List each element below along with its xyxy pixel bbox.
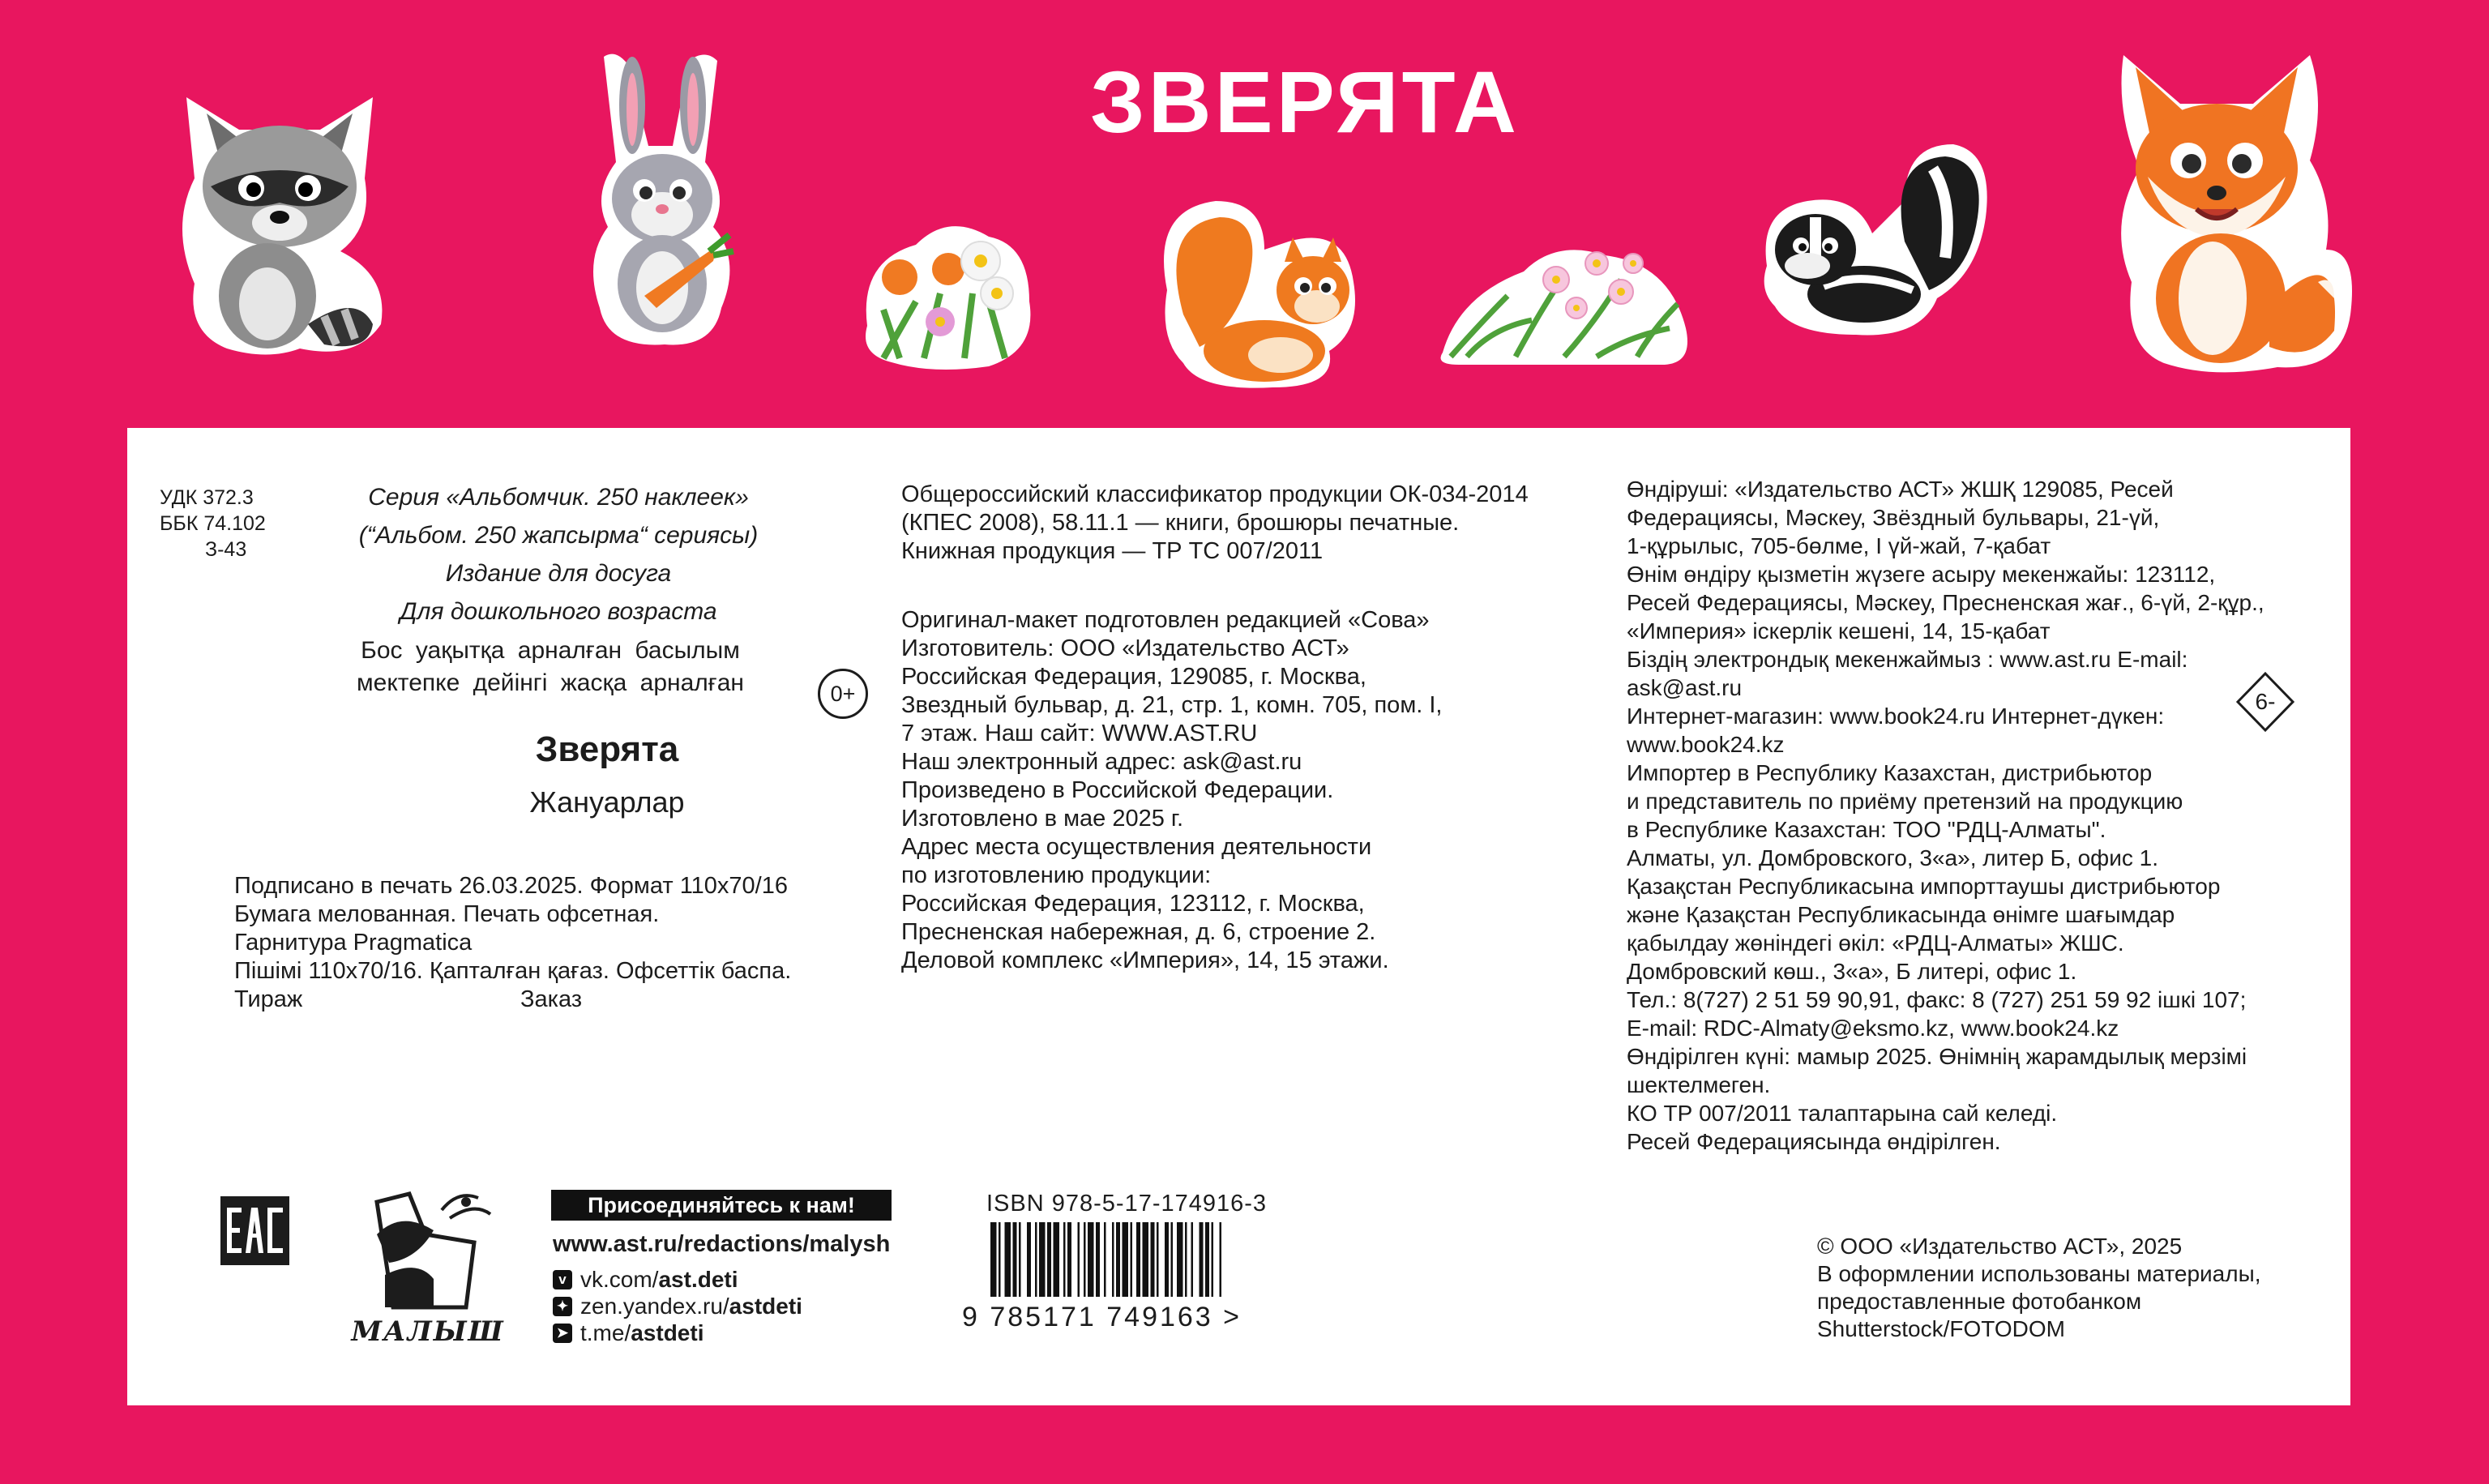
kz-line: Өндірілген күні: мамыр 2025. Өнімнің жарамдылық мерзімі	[1627, 1044, 2247, 1069]
print-date-line: Подписано в печать 26.03.2025. Формат 110х70/16	[234, 873, 789, 899]
udk-block	[160, 485, 266, 562]
barcode-bar	[1171, 1222, 1174, 1297]
copyright-line: Shutterstock/FOTODOM	[1817, 1316, 2065, 1341]
social-zen[interactable]	[553, 1293, 802, 1320]
social-vk-handle: ast.deti	[658, 1267, 738, 1292]
series-line: Серия «Альбомчик. 250 наклеек»	[368, 484, 749, 511]
manufacturer-line: Изготовитель: ООО «Издательство АСТ»	[901, 635, 1349, 661]
kz-line: шектелмеген.	[1627, 1072, 1771, 1097]
kz-line: Өнім өндіру қызметін жүзеге асыру мекенжайы: 123112,	[1627, 562, 2216, 587]
malysh-logo-icon	[344, 1186, 507, 1315]
format-kz-line: Пішімі 110х70/16. Қапталған қағаз. Офсеттік баспа.	[234, 958, 792, 984]
age-badge-6minus	[2235, 671, 2296, 733]
classifier-line-1: Общероссийский классификатор продукции ОК-034-2014	[901, 481, 1529, 507]
social-zen-prefix: zen.yandex.ru/	[580, 1294, 729, 1319]
copyright-line: В оформлении использованы материалы,	[1817, 1261, 2261, 1286]
barcode-bar	[1005, 1222, 1011, 1297]
kz-line: Алматы, ул. Домбровского, 3«а», литер Б, офис 1.	[1627, 845, 2158, 870]
malysh-logo	[344, 1186, 507, 1356]
barcode-bar	[1116, 1222, 1120, 1297]
barcode-bar	[1013, 1222, 1017, 1297]
kz-line: Федерациясы, Мәскеу, Звёздный бульвары, 21-үй,	[1627, 505, 2160, 530]
barcode-bar	[1220, 1222, 1222, 1297]
kaz-age-line: мектепке дейінгі жасқа арналған	[357, 669, 744, 696]
kz-line: 1-құрылыс, 705-бөлме, I үй-жай, 7-қабат	[1627, 533, 2051, 558]
barcode	[990, 1222, 1315, 1299]
zen-icon: ✦	[553, 1297, 572, 1316]
site-link[interactable]: www.ast.ru/redactions/malysh	[553, 1231, 891, 1257]
manufacturer-line: Оригинал-макет подготовлен редакцией «Сова»	[901, 607, 1430, 633]
vk-icon: v	[553, 1270, 572, 1289]
classifier-line-2: (КПЕС 2008), 58.11.1 — книги, брошюры печатные.	[901, 510, 1460, 536]
barcode-bar	[1067, 1222, 1071, 1297]
kz-line: КО ТР 007/2011 талаптарына сай келеді.	[1627, 1101, 2058, 1126]
manufacturer-block	[901, 606, 1442, 975]
barcode-bar	[1035, 1222, 1037, 1297]
social-telegram[interactable]	[553, 1319, 704, 1347]
barcode-bar	[1151, 1222, 1155, 1297]
manufacturer-line: Адрес места осуществления деятельности	[901, 834, 1372, 860]
barcode-bar	[1054, 1222, 1060, 1297]
manufacturer-line: Наш электронный адрес: ask@ast.ru	[901, 749, 1302, 775]
barcode-bar	[1191, 1222, 1194, 1297]
author-mark-line: З-43	[205, 538, 247, 561]
kz-line: қабылдау жөніндегі өкіл: «РДЦ-Алматы» ЖШС.	[1627, 930, 2124, 956]
paper-line: Бумага мелованная. Печать офсетная.	[234, 901, 660, 927]
manufacturer-line: Деловой комплекс «Империя», 14, 15 этажи.	[901, 947, 1389, 973]
kz-line: Интернет-магазин: www.book24.ru Интернет-дүкен:	[1627, 704, 2165, 729]
raccoon-sticker	[162, 81, 397, 365]
barcode-bar	[1131, 1222, 1133, 1297]
kz-line: және Қазақстан Республикасында өнімге шағымдар	[1627, 902, 2175, 927]
social-vk[interactable]	[553, 1266, 738, 1294]
age-badge-6minus-label: 6-	[2255, 689, 2276, 714]
barcode-bar	[1019, 1222, 1021, 1297]
copyright-line: предоставленные фотобанком	[1817, 1289, 2142, 1314]
social-telegram-handle: astdeti	[631, 1320, 704, 1345]
zakaz-label: Заказ	[520, 986, 583, 1012]
barcode-bar	[1157, 1222, 1159, 1297]
barcode-bar	[1112, 1222, 1114, 1297]
barcode-bar	[990, 1222, 997, 1297]
manufacturer-line: Произведено в Российской Федерации.	[901, 777, 1334, 803]
age-group-line: Для дошкольного возраста	[400, 598, 717, 625]
barcode-bar	[1078, 1222, 1080, 1297]
kz-line: www.book24.kz	[1627, 732, 1785, 757]
kz-line: Импортер в Республику Казахстан, дистрибьютор	[1627, 760, 2153, 785]
typeface-line: Гарнитура Pragmatica	[234, 930, 473, 956]
barcode-bar	[1205, 1222, 1209, 1297]
malysh-logo-text: МАЛЫШ	[351, 1315, 505, 1348]
eac-icon	[220, 1196, 289, 1265]
barcode-bar	[1104, 1222, 1106, 1297]
barcode-bar	[1143, 1222, 1149, 1297]
barcode-bar	[1177, 1222, 1183, 1297]
join-banner: Присоединяйтесь к нам!	[551, 1190, 892, 1221]
series-block	[340, 478, 777, 631]
flowers-sticker	[851, 212, 1037, 374]
social-zen-handle: astdeti	[729, 1294, 802, 1319]
barcode-bar	[1212, 1222, 1214, 1297]
barcode-bar	[1165, 1222, 1169, 1297]
kz-line: в Республике Казахстан: ТОО "РДЦ-Алматы".	[1627, 817, 2106, 842]
classifier-block	[901, 481, 1529, 566]
classifier-line-3: Книжная продукция — ТР ТС 007/2011	[901, 538, 1324, 564]
manufacturer-line: 7 этаж. Наш сайт: WWW.AST.RU	[901, 721, 1258, 746]
isbn-label: ISBN 978-5-17-174916-3	[986, 1191, 1268, 1217]
manufacturer-line: Российская Федерация, 123112, г. Москва,	[901, 891, 1365, 917]
squirrel-sticker	[1151, 193, 1362, 396]
copyright-block	[1817, 1233, 2261, 1343]
telegram-icon: ➤	[553, 1324, 572, 1343]
fox-sticker	[2091, 39, 2359, 379]
barcode-bar	[1136, 1222, 1140, 1297]
udk-line: УДК 372.3	[160, 486, 254, 509]
copyright-line: © ООО «Издательство АСТ», 2025	[1817, 1234, 2183, 1259]
kz-line: Біздің электрондық мекенжаймыз : www.ast.ru E-mail:	[1627, 647, 2188, 672]
social-telegram-prefix: t.me/	[580, 1320, 631, 1345]
kz-line: Қазақстан Республикасына импорттаушы дистрибьютор	[1627, 874, 2221, 899]
leisure-line: Издание для досуга	[445, 560, 672, 587]
page-title: ЗВЕРЯТА	[1090, 53, 1520, 151]
kz-line: E-mail: RDC-Almaty@eksmo.kz, www.book24.kz	[1627, 1016, 2119, 1041]
manufacturer-line: Российская Федерация, 129085, г. Москва,	[901, 664, 1366, 690]
kz-producer-block	[1627, 475, 2264, 1156]
barcode-bar	[1096, 1222, 1100, 1297]
manufacturer-line: по изготовлению продукции:	[901, 862, 1212, 888]
tirazh-label: Тираж	[234, 986, 303, 1012]
age-badge-0plus: 0+	[818, 669, 868, 719]
rabbit-sticker	[567, 49, 754, 357]
barcode-bar	[1185, 1222, 1187, 1297]
barcode-bar	[999, 1222, 1001, 1297]
barcode-digits: 9 785171 749163 >	[962, 1302, 1242, 1332]
info-panel	[127, 428, 2350, 1405]
eac-mark	[220, 1196, 289, 1265]
barcode-bar	[1123, 1222, 1129, 1297]
skunk-sticker	[1751, 136, 1994, 347]
kz-line: и представитель по приёму претензий на продукцию	[1627, 789, 2183, 814]
kz-line: Ресей Федерациясы, Мәскеу, Пресненская жағ., 6-үй, 2-құр.,	[1627, 590, 2264, 615]
barcode-bar	[1200, 1222, 1204, 1297]
grass-flowers-sticker	[1435, 231, 1694, 369]
barcode-bar	[1084, 1222, 1086, 1297]
series-kz-line: (“Альбом. 250 жапсырма“ сериясы)	[358, 522, 759, 549]
barcode-bar	[1047, 1222, 1051, 1297]
book-title: Зверята	[535, 729, 679, 769]
barcode-bar	[1088, 1222, 1094, 1297]
bbk-line: ББК 74.102	[160, 512, 266, 535]
kz-line: Ресей Федерациясында өндірілген.	[1627, 1129, 2001, 1154]
social-vk-prefix: vk.com/	[580, 1267, 659, 1292]
kaz-block	[315, 635, 785, 699]
kz-line: Домбровский көш., 3«а», Б литері, офис 1.	[1627, 959, 2077, 984]
kaz-leisure-line: Бос уақытқа арналған басылым	[361, 637, 740, 664]
kz-line: «Империя» іскерлік кешені, 14, 15-қабат	[1627, 618, 2051, 644]
kz-line: Тел.: 8(727) 2 51 59 90,91, факс: 8 (727) 251 59 92 ішкі 107;	[1627, 987, 2247, 1012]
barcode-bar	[1063, 1222, 1066, 1297]
manufacturer-line: Пресненская набережная, д. 6, строение 2.	[901, 919, 1376, 945]
book-title-kz: Жануарлар	[529, 785, 685, 819]
barcode-bar	[1027, 1222, 1031, 1297]
kz-line: Өндіруші: «Издательство АСТ» ЖШҚ 129085, Ресей	[1627, 477, 2174, 502]
manufacturer-line: Звездный бульвар, д. 21, стр. 1, комн. 705, пом. I,	[901, 692, 1443, 718]
manufacturer-line: Изготовлено в мае 2025 г.	[901, 806, 1184, 832]
print-info	[234, 872, 791, 986]
kz-line: ask@ast.ru	[1627, 675, 1743, 700]
barcode-bar	[1039, 1222, 1046, 1297]
